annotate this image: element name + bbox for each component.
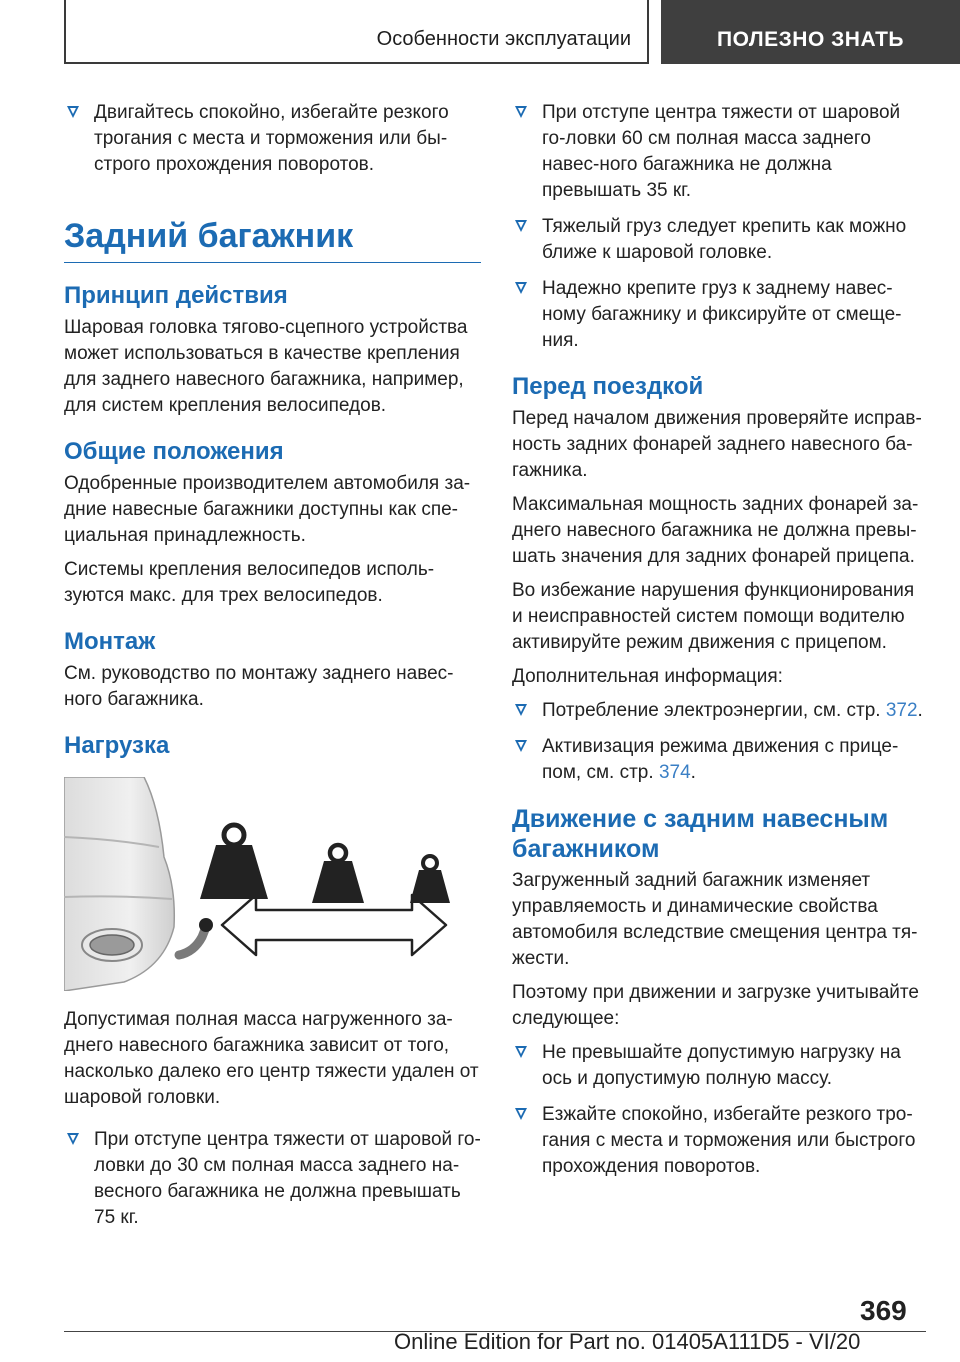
paragraph: Максимальная мощность задних фонарей за-днего навесного багажника не должна превы-шать значения для задних фонарей прицепа. [512, 494, 919, 567]
heading-driving: Движение с задним навесным багажником [512, 805, 889, 863]
paragraph: Перед началом движения проверяйте исправ-ность задних фонарей заднего навесного ба-гажника. [512, 408, 922, 481]
heading-mounting: Монтаж [64, 628, 156, 655]
weight-large-icon [200, 825, 268, 899]
paragraph: Загруженный задний багажник изменяет управляемость и динамические свойства автомобиля вследствие смещения центра тя-жести. [512, 870, 918, 969]
list-item: При отступе центра тяжести от шаровой го-ловки до 30 см полная масса заднего на-весного багажника не должна превышать 75 кг. [64, 1127, 481, 1231]
paragraph: Допустимая полная масса нагруженного за-днего навесного багажника зависит от того, насколько далеко его центр тяжести удален от шаровой головки. [64, 1009, 479, 1108]
tow-ball-shape [199, 918, 213, 932]
bullet-triangle-icon [67, 1133, 79, 1145]
page-header [64, 0, 960, 64]
exhaust-inner [90, 935, 134, 955]
paragraph: Одобренные производителем автомобиля за-дние навесные багажники доступны как спе-циальная принадлежность. [64, 473, 471, 546]
load-illustration-svg [64, 777, 481, 991]
page-link-374[interactable]: 374 [658, 762, 691, 783]
paragraph: Во избежание нарушения функционирования и неисправностей систем помощи водителю активируйте режим движения с прицепом. [512, 580, 915, 653]
footer-edition: Online Edition for Part no. 01405A111D5 - VI/20 [394, 1329, 861, 1354]
heading-before-trip: Перед поездкой [512, 373, 704, 400]
double-arrow-shape [222, 895, 446, 955]
list-item: Тяжелый груз следует крепить как можно ближе к шаровой головке. [512, 214, 926, 266]
left-column [64, 100, 481, 1241]
heading-load: Нагрузка [64, 732, 170, 759]
list-item: Не превышайте допустимую нагрузку на ось и допустимую полную массу. [512, 1040, 926, 1092]
heading-principle: Принцип действия [64, 282, 288, 309]
bullet-list [512, 100, 926, 354]
paragraph: Поэтому при движении и загрузке учитывайте следующее: [512, 982, 919, 1029]
page-title: Задний багажник [64, 216, 481, 263]
list-item: Активизация режима движения с прице-пом, см. стр. 374. [512, 734, 926, 786]
bullet-triangle-icon [67, 106, 79, 118]
list-item: Езжайте спокойно, избегайте резкого тро-гания с места и торможения или быстрого прохождения поворотов. [512, 1102, 926, 1180]
bullet-list [512, 698, 926, 786]
load-illustration [64, 777, 481, 991]
paragraph: Дополнительная информация: [512, 666, 783, 687]
bullet-list [64, 100, 481, 178]
bullet-triangle-icon [515, 220, 527, 232]
bullet-triangle-icon [515, 704, 527, 716]
bullet-list [64, 1127, 481, 1231]
tow-bar-shape [179, 927, 206, 955]
bullet-triangle-icon [515, 106, 527, 118]
bullet-triangle-icon [515, 282, 527, 294]
bullet-triangle-icon [515, 1046, 527, 1058]
weight-small-icon [410, 856, 450, 903]
list-item: При отступе центра тяжести от шаровой го-ловки 60 см полная масса заднего навес-ного багажника не должна превышать 35 кг. [512, 100, 926, 204]
paragraph: См. руководство по монтажу заднего навес-ного багажника. [64, 663, 454, 710]
right-column [512, 100, 926, 1190]
bullet-triangle-icon [515, 1108, 527, 1120]
list-item: Двигайтесь спокойно, избегайте резкого трогания с места и торможения или бы-строго прохождения поворотов. [64, 100, 481, 178]
chapter-tab[interactable] [661, 0, 960, 64]
heading-general: Общие положения [64, 438, 284, 465]
page-link-372[interactable]: 372 [885, 700, 918, 721]
bullet-list [512, 1040, 926, 1180]
paragraph: Шаровая головка тягово-сцепного устройства может использоваться в качестве крепления для заднего навесного багажника, например, для систем крепления велосипедов. [64, 317, 468, 416]
page-number: 369 [860, 1295, 907, 1326]
list-item: Потребление электроэнергии, см. стр. 372. [512, 698, 926, 724]
section-title: Особенности эксплуатации [376, 28, 631, 50]
list-item: Надежно крепите груз к заднему навес-ному багажнику и фиксируйте от смеще-ния. [512, 276, 926, 354]
section-tab[interactable] [64, 0, 649, 64]
bullet-triangle-icon [515, 740, 527, 752]
weight-medium-icon [312, 845, 364, 903]
paragraph: Системы крепления велосипедов исполь-зуются макс. для трех велосипедов. [64, 559, 435, 606]
chapter-title: ПОЛЕЗНО ЗНАТЬ [717, 28, 904, 51]
